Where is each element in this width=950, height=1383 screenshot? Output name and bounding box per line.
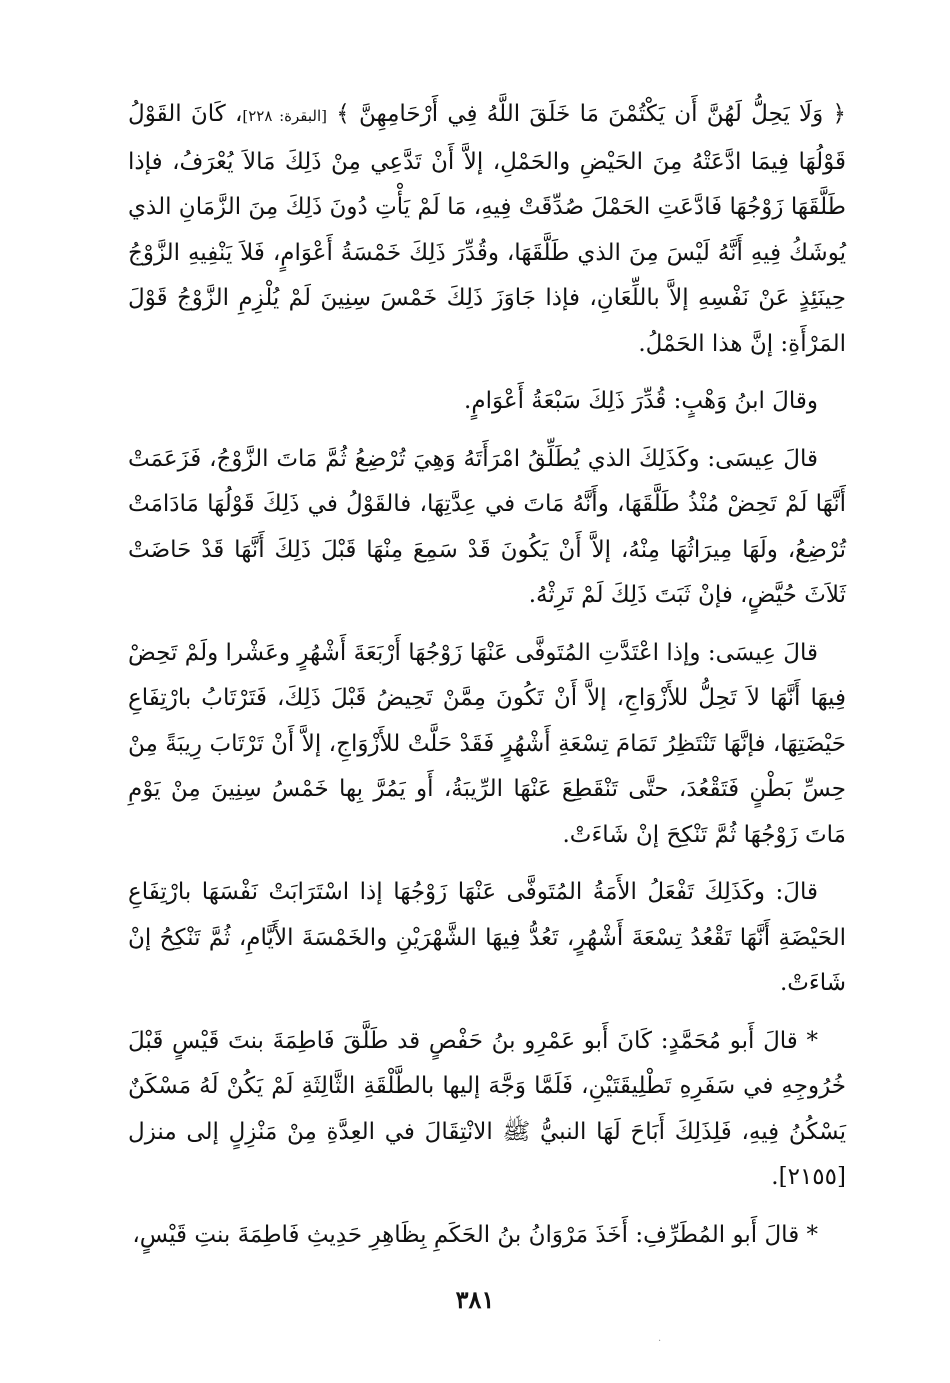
paragraph-6-text: * قالَ أَبو مُحَمَّدٍ: كَانَ أَبو عَمْرِو بنُ حَفْصٍ قد طَلَّقَ فَاطِمَةَ بنتَ قَيْسٍ قَبْلَ خُرُوجِهِ في سَفَرِهِ تَطْلِيقَتَيْنِ، فَلَمَّا وَجَّهَ إليها بالطَّلْقَةِ الثَّالِثَةِ لَمْ يَكُنْ لَهُ مَسْكَنٌ يَسْكُنُ فِيهِ، فَلِذَلِكَ أَبَاحَ لَهَا النبيُّ ﷺ الانْتِقَالَ في العِدَّةِ مِنْ مَنْزِلٍ إلى منزل [128,1027,846,1145]
paragraph-1 [128,92,846,367]
paragraph-1-text: ، كَانَ القَوْلُ قَوْلُهَا فِيمَا ادَّعَتْهُ مِنَ الحَيْضِ والحَمْلِ، إلاَّ أَنْ تَدَّعِي مِنْ ذَلِكَ مَالاَ يُعْرَفُ، فإذا طَلَّقَهَا زَوْجُهَا فَادَّعَتِ الحَمْلَ صُدِّقَتْ فِيهِ، مَا لَمْ يَأْتِ دُونَ ذَلِكَ مِنَ الزَّمَانِ الذي يُوشَكُ فِيهِ أَنَّهُ لَيْسَ مِنَ الذي طَلَّقَهَا، وقُدِّرَ ذَلِكَ خَمْسَةُ أَعْوَامٍ، فَلاَ يَنْفِيهِ الزَّوْجُ حِينَئِذٍ عَنْ نَفْسِهِ إلاَّ باللِّعَانِ، فإذا جَاوَزَ ذَلِكَ خَمْسَ سِنِينَ لَمْ يُلْزِمِ الزَّوْجُ قَوْلَ المَرْأَةِ: إنَّ هذا الحَمْلُ. [128,101,846,357]
paragraph-4: قالَ عِيسَى: وإذا اعْتَدَّتِ المُتَوفَّى عَنْهَا زَوْجُهَا أَرْبَعَةَ أَشْهُرٍ وعَشْرا ولَمْ تَحِضْ فِيهَا أَنَّهَا لاَ تَحِلُّ للأَزْوَاجِ، إلاَّ أَنْ تَكُونَ مِمَّنْ تَحِيضُ قَبْلَ ذَلِكَ، فَتَرْتَابُ بارْتِفَاعِ حَيْضَتِهَا، فإنَّهَا تَنْتَظِرُ تَمَامَ تِسْعَةِ أَشْهُرٍ فَقَدْ حَلَّتْ للأَزْوَاجِ، إلاَّ أَنْ تَرْتَابَ رِيبَةً مِنْ حِسِّ بَطْنٍ فَتَقْعُدَ، حتَّى تَنْقَطِعَ عَنْهَا الرِّيبَةُ، أَو يَمُرَّ بِها خَمْسُ سِنِينَ مِنْ يَوْمِ مَاتَ زَوْجُهَا ثُمَّ تَنْكِحَ إنْ شَاءَتْ. [128,639,846,848]
body-text [128,92,846,1270]
hadith-number: [٢١٥٥]. [771,1164,846,1190]
paragraph-7: * قالَ أَبو المُطَرِّفِ: أَخَذَ مَرْوَانُ بنُ الحَكَمِ بِظَاهِرِ حَدِيثِ فَاطِمَةَ بنتِ قَيْسٍ، [132,1221,818,1248]
paragraph-5: قالَ: وكَذَلِكَ تَفْعَلُ الأَمَةُ المُتَوفَّى عَنْهَا زَوْجُهَا إذا اسْتَرَابَتْ نَفْسَهَا بارْتِفَاعِ الحَيْضَةِ أَنَّهَا تَقْعُدُ تِسْعَةَ أَشْهُرٍ، تَعُدُّ فِيهَا الشَّهْرَيْنِ والخَمْسَةَ الأَيَّامِ، ثُمَّ تَنْكِحُ إنْ شَاءَتْ. [128,879,846,996]
scan-mark: · [658,1336,662,1347]
page-number: ٣٨١ [455,1285,495,1314]
verse-reference: [البقرة: ٢٢٨] [242,107,328,125]
paragraph-2: وقالَ ابنُ وَهْبٍ: قُدِّرَ ذَلِكَ سَبْعَةُ أَعْوَامٍ. [464,388,818,414]
quran-verse: ﴿ وَلَا يَحِلُّ لَهُنَّ أَن يَكْتُمْنَ مَا خَلَقَ اللَّهُ فِي أَرْحَامِهِنَّ ﴾ [336,101,847,127]
paragraph-3: قالَ عِيسَى: وكَذَلِكَ الذي يُطَلِّقُ امْرَأَتَهُ وَهِيَ تُرْضِعُ ثُمَّ مَاتَ الزَّوْجُ، فَزَعَمَتْ أَنَّهَا لَمْ تَحِضْ مُنْذُ طَلَّقَهَا، وأَنَّهُ مَاتَ في عِدَّتِهَا، فالقَوْلُ في ذَلِكَ قَوْلُهَا مَادَامَتْ تُرْضِعُ، ولَهَا مِيرَاثُهَا مِنْهُ، إلاَّ أَنْ يَكُونَ قَدْ سَمِعَ مِنْهَا قَبْلَ ذَلِكَ أَنَّهَا قَدْ حَاضَتْ ثَلاَثَ حُيَّضٍ، فإنْ ثَبَتَ ذَلِكَ لَمْ تَرِثْهُ. [128,445,846,608]
paragraph-6 [128,1019,846,1201]
